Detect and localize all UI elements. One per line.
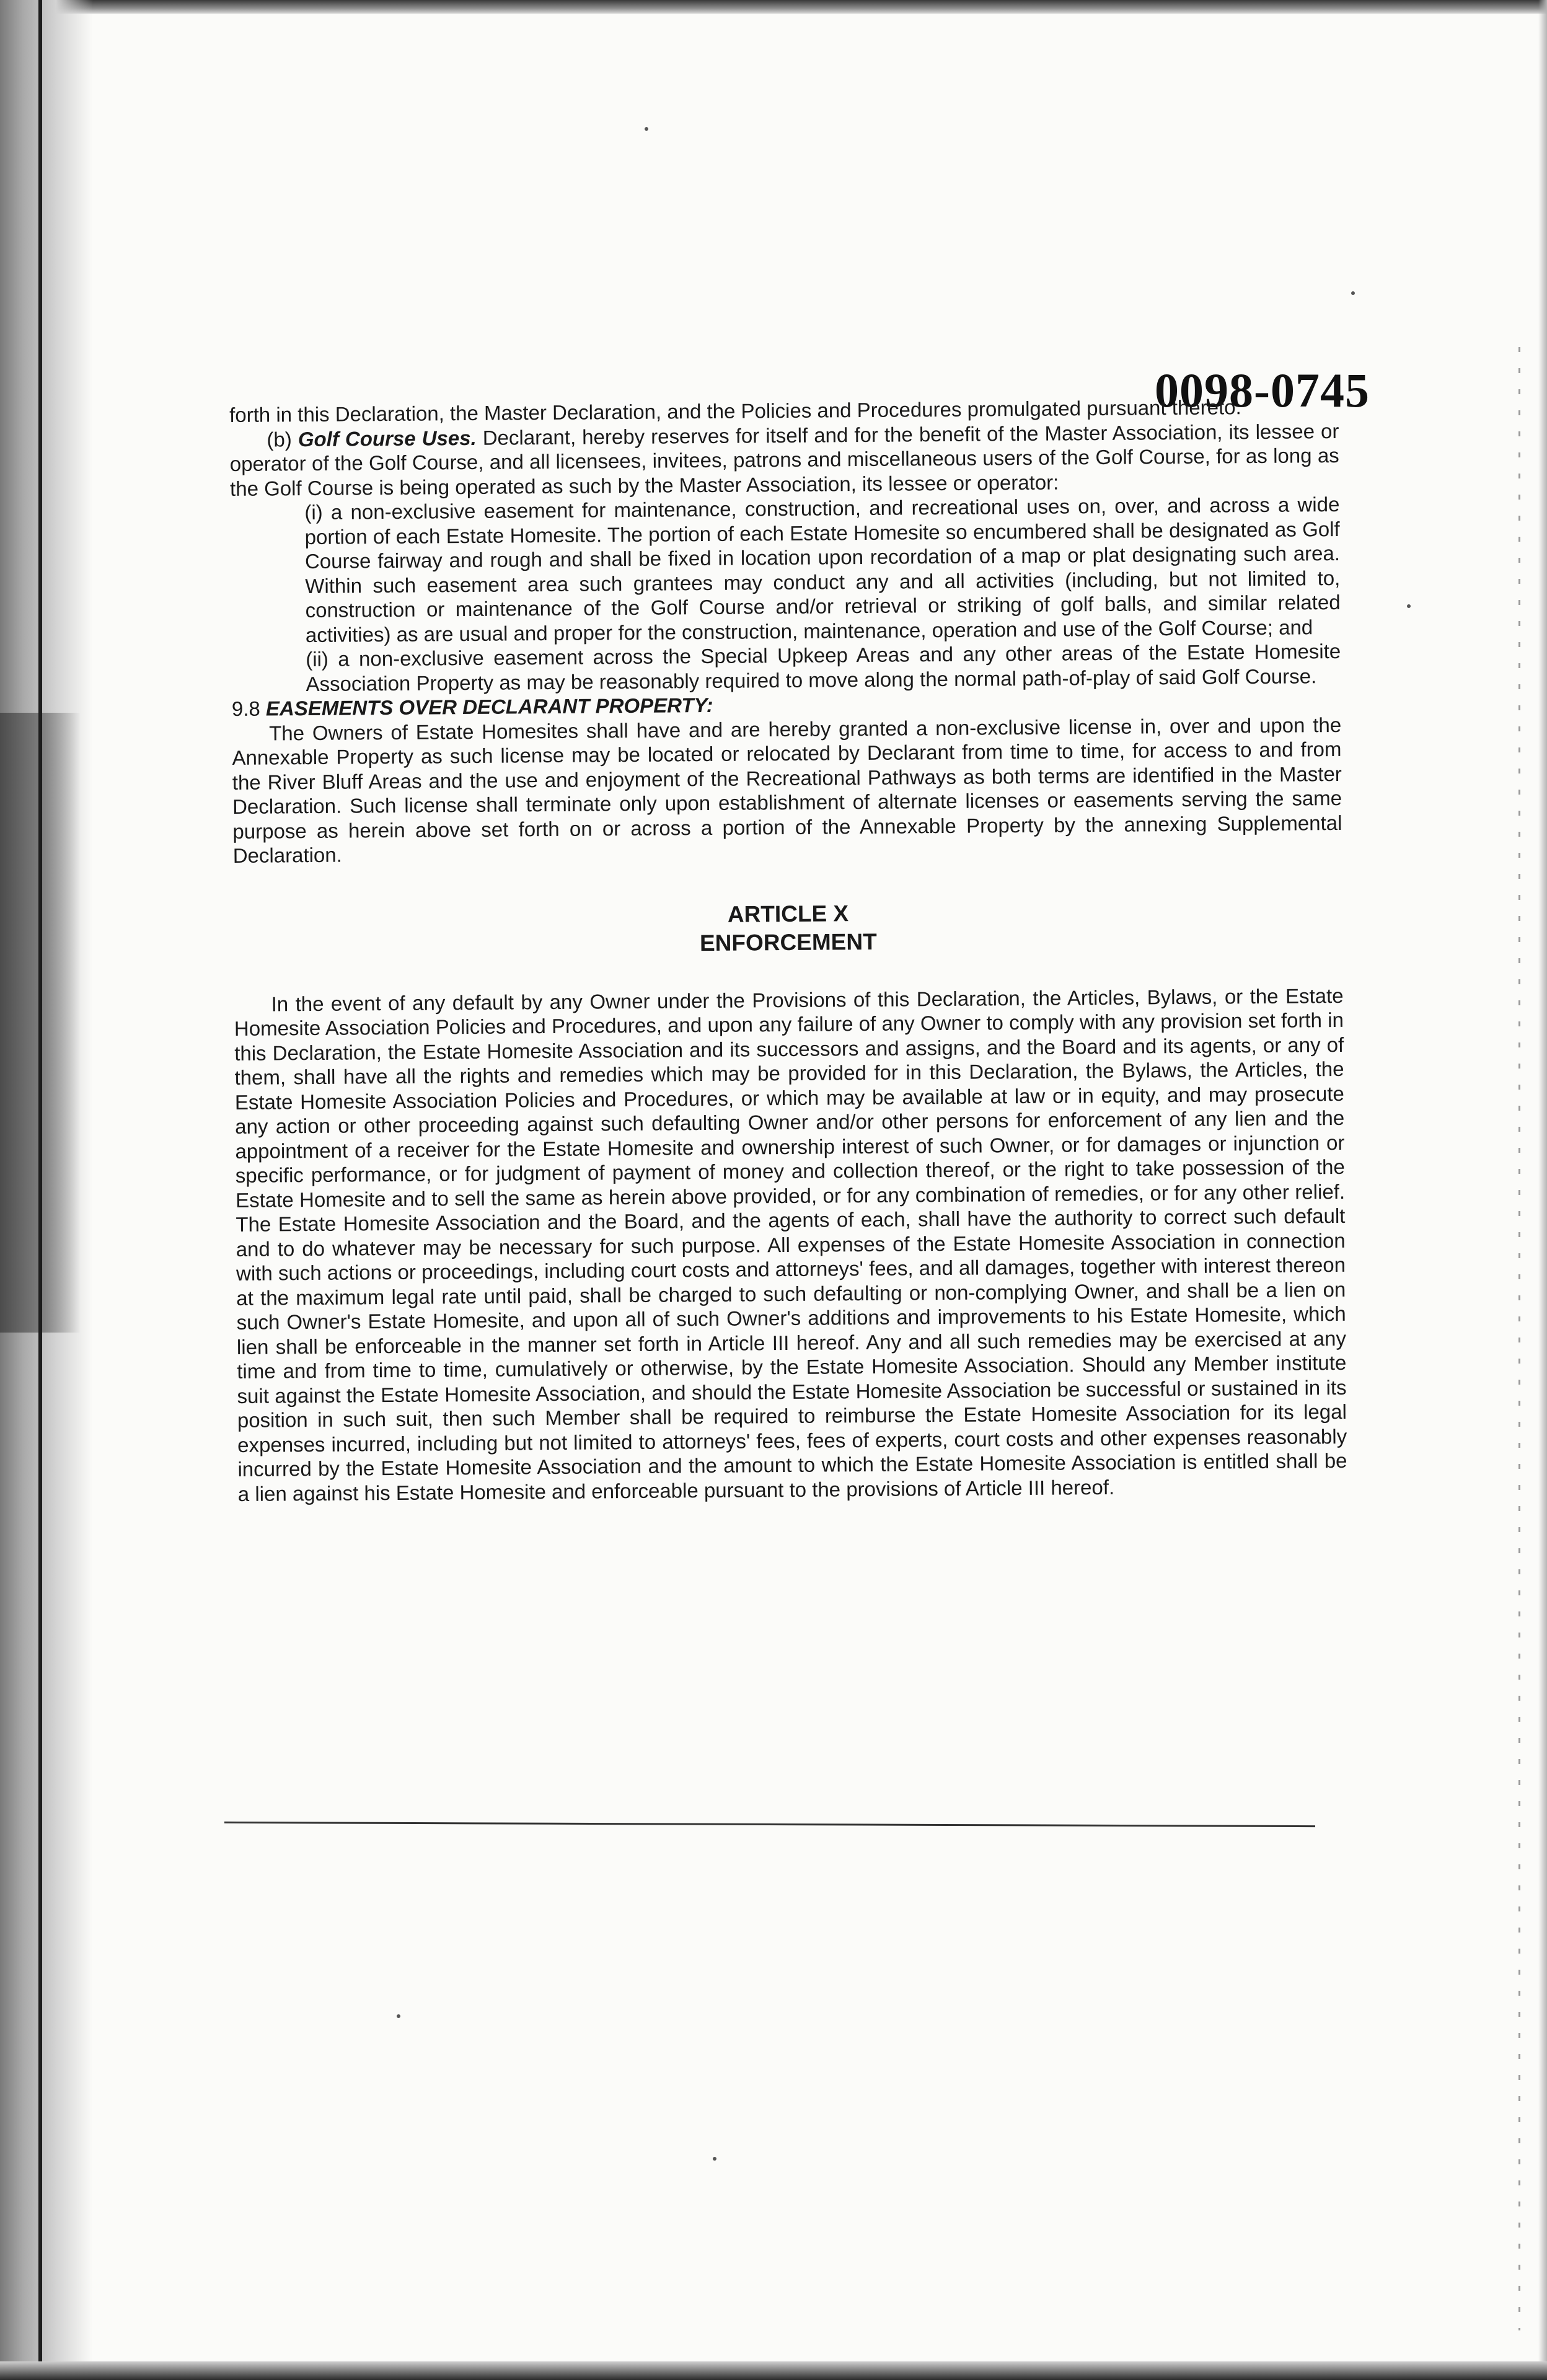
scan-speck — [1351, 291, 1355, 295]
section-heading: EASEMENTS OVER DECLARANT PROPERTY: — [265, 693, 713, 720]
article-number: ARTICLE X — [727, 900, 849, 927]
scan-binding-line — [38, 0, 42, 2380]
paragraph-continuation: forth in this Declaration, the Master Declaration, and the Policies and Procedures promulgated pursuant thereto. — [229, 395, 1241, 426]
scan-speck — [713, 2157, 716, 2161]
paragraph-easement-ii: (ii) a non-exclusive easement across the Special Upkeep Areas and any other areas of the Estate Homesite Association Property as may be reasonably required to move along the normal path-of-play of said Golf Course. — [306, 639, 1341, 695]
scan-right-edge — [1538, 0, 1547, 2380]
scan-top-edge — [0, 0, 1547, 14]
subsection-label: (b) — [267, 427, 298, 451]
section-number: 9.8 — [231, 697, 267, 720]
scan-speck — [1407, 604, 1411, 608]
paragraph-enforcement: In the event of any default by any Owner under the Provisions of this Declaration, the Articles, Bylaws, or the Estate Homesite Association Policies and Procedures, and upon any failure of any Owner to comply with any provision set forth in this Declaration, the Estate Homesite Association and its successors and assigns, and the Board and its agents, or any of them, shall have all the rights and remedies which may be provided for in this Declaration, the Bylaws, the Articles, the Estate Homesite Association Policies and Procedures, or which may be available at law or in equity, and may prosecute any action or other proceeding against such defaulting Owner and/or other persons for enforcement of any lien and the appointment of a receiver for the Estate Homesite and ownership interest of such Owner, or for damages or injunction or specific performance, or for judgment of payment of money and collection thereof, or the right to take possession of the Estate Homesite and to sell the same as herein above provided, or for any combination of remedies, or for any other relief. The Estate Homesite Association and the Board, and the agents of each, shall have the authority to correct such default and to do whatever may be necessary for such purpose. All expenses of the Estate Homesite Association in connection with such actions or proceedings, including court costs and attorneys' fees, and all damages, together with interest thereon at the maximum legal rate until paid, shall be charged to such defaulting or non-complying Owner, and shall be a lien on such Owner's Estate Homesite, and upon all of such Owner's additions and improvements to his Estate Homesite, which lien shall be enforceable in the manner set forth in Article III hereof. Any and all such remedies may be exercised at any time and from time to time, cumulatively or otherwise, by the Estate Homesite Association. Should any Member institute suit against the Estate Homesite Association, and should the Estate Homesite Association be successful or sustained in its position in such suit, then such Member shall be required to reimburse the Estate Homesite Association for its legal expenses incurred, including but not limited to attorneys' fees, fees of experts, court costs and other expenses reasonably incurred by the Estate Homesite Association and the amount to which the Estate Homesite Association is entitled shall be a lien against his Estate Homesite and enforceable pursuant to the provisions of Article III hereof. — [234, 984, 1347, 1505]
paragraph-license: The Owners of Estate Homesites shall have and are hereby granted a non-exclusive license in, over and upon the Annexable Property as such license may be located or relocated by Declarant from time to time, for access to and from the River Bluff Areas and the use and enjoyment of the Recreational Pathways as both terms are identified in the Master Declaration. Such license shall terminate only upon establishment of alternate licenses or easements serving the same purpose as herein above set forth on or across a portion of the Annexable Property by the annexing Supplemental Declaration. — [232, 713, 1342, 867]
scan-bottom-edge — [0, 2361, 1547, 2380]
scan-speck — [645, 127, 648, 131]
scan-right-ticks — [1518, 347, 1520, 2330]
article-title: ENFORCEMENT — [699, 928, 877, 956]
recording-stamp: 0098-0745 — [1155, 363, 1370, 417]
subsection-heading: Golf Course Uses. — [298, 426, 477, 451]
paragraph-easement-i: (i) a non-exclusive easement for maintenance, construction, and recreational uses on, over, and across a wide portion of each Estate Homesite. The portion of each Estate Homesite so encumbered shall be designated as Golf Course fairway and rough and shall be fixed in location upon recordation of a map or plat designating such area. Within such easement area such grantees may conduct any and all activities (including, but not limited to, construction or maintenance of the Golf Course and/or retrieval or striking of golf balls, and similar related activities) as are usual and proper for the construction, maintenance, operation and use of the Golf Course; and — [304, 492, 1341, 646]
scan-speck — [397, 2014, 400, 2018]
paragraph-golf-course-uses — [229, 418, 1339, 501]
subsection-text: Declarant, hereby reserves for itself and for the benefit of the Master Association, its lessee or operator of the Golf Course, and all licensees, invitees, patrons and miscellaneous users of the Golf Course, for as long as the Golf Course is being operated as such by the Master Association, its lessee or operator: — [229, 419, 1339, 500]
document-body — [229, 394, 1347, 1506]
footer-rule — [224, 1822, 1315, 1827]
